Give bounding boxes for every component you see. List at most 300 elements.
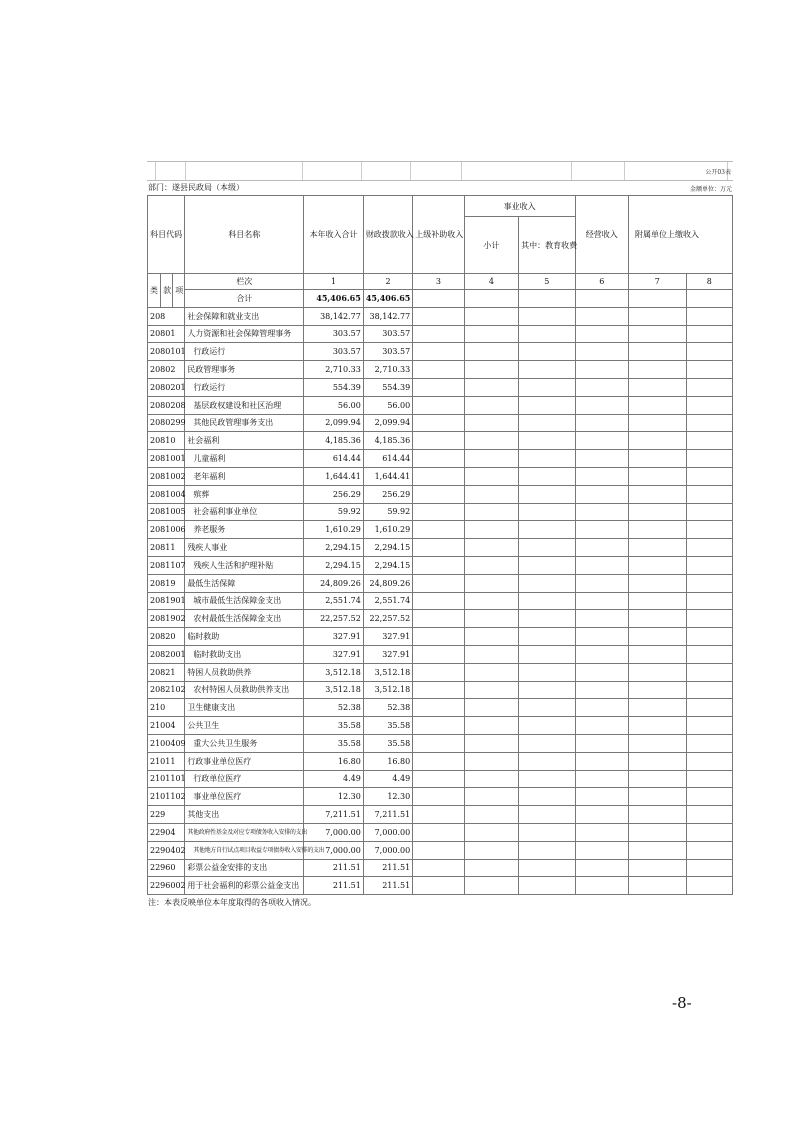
- row-name: 临时救助支出: [185, 645, 304, 663]
- row-total-income: 7,211.51: [304, 806, 364, 824]
- row-total-income: 327.91: [304, 628, 364, 646]
- row-empty-cell: [413, 467, 464, 485]
- row-empty-cell: [413, 396, 464, 414]
- table-row: [148, 610, 733, 628]
- row-empty-cell: [413, 734, 464, 752]
- row-name: 行政事业单位医疗: [185, 752, 304, 770]
- row-empty-cell: [575, 859, 628, 877]
- row-empty-cell: [629, 396, 686, 414]
- row-empty-cell: [629, 539, 686, 557]
- row-code: 229: [148, 806, 185, 824]
- row-code: 20819: [148, 574, 185, 592]
- row-total-income: 2,099.94: [304, 414, 364, 432]
- row-empty-cell: [464, 699, 518, 717]
- row-empty-cell: [464, 859, 518, 877]
- col-num-7: 7: [629, 274, 686, 290]
- row-empty-cell: [629, 610, 686, 628]
- row-fiscal-income: 35.58: [363, 734, 412, 752]
- row-empty-cell: [629, 734, 686, 752]
- order-label: 栏次: [185, 274, 304, 290]
- table-row: [148, 752, 733, 770]
- row-total-income: 4.49: [304, 770, 364, 788]
- row-empty-cell: [413, 432, 464, 450]
- row-code: 2082001: [148, 645, 185, 663]
- unit-label: 金额单位：万元: [689, 186, 732, 193]
- row-empty-cell: [519, 806, 575, 824]
- row-empty-cell: [575, 307, 628, 325]
- total-row: [148, 290, 733, 308]
- row-code: 21011: [148, 752, 185, 770]
- row-empty-cell: [629, 343, 686, 361]
- row-code: 20802: [148, 361, 185, 379]
- row-empty-cell: [686, 307, 732, 325]
- col-num-2: 2: [363, 274, 412, 290]
- row-empty-cell: [413, 485, 464, 503]
- row-empty-cell: [464, 841, 518, 859]
- row-code: 20820: [148, 628, 185, 646]
- row-code: 2101101: [148, 770, 185, 788]
- row-empty-cell: [686, 823, 732, 841]
- row-empty-cell: [519, 841, 575, 859]
- income-table: [147, 195, 733, 895]
- row-code: 21004: [148, 717, 185, 735]
- row-total-income: 35.58: [304, 717, 364, 735]
- row-empty-cell: [629, 521, 686, 539]
- row-fiscal-income: 12.30: [363, 788, 412, 806]
- edu-fee-header: 其中：教育收费: [519, 217, 575, 274]
- table-row: [148, 361, 733, 379]
- table-row: [148, 592, 733, 610]
- row-name: 老年福利: [185, 467, 304, 485]
- row-empty-cell: [575, 823, 628, 841]
- row-empty-cell: [629, 823, 686, 841]
- row-code: 2080101: [148, 343, 185, 361]
- total-income-header: 本年收入合计: [304, 196, 364, 274]
- row-fiscal-income: 211.51: [363, 877, 412, 895]
- row-empty-cell: [519, 467, 575, 485]
- xiang-header: 项: [173, 274, 185, 308]
- row-total-income: 327.91: [304, 645, 364, 663]
- row-empty-cell: [575, 610, 628, 628]
- row-total-income: 16.80: [304, 752, 364, 770]
- row-empty-cell: [464, 432, 518, 450]
- row-fiscal-income: 1,610.29: [363, 521, 412, 539]
- row-total-income: 38,142.77: [304, 307, 364, 325]
- row-code: 210: [148, 699, 185, 717]
- total-fiscal-value: 45,406.65: [363, 290, 412, 308]
- row-total-income: 56.00: [304, 396, 364, 414]
- row-empty-cell: [686, 806, 732, 824]
- row-empty-cell: [413, 841, 464, 859]
- row-empty-cell: [464, 610, 518, 628]
- row-name: 重大公共卫生服务: [185, 734, 304, 752]
- row-empty-cell: [575, 770, 628, 788]
- row-empty-cell: [686, 450, 732, 468]
- row-code: 2081004: [148, 485, 185, 503]
- row-empty-cell: [629, 361, 686, 379]
- row-empty-cell: [519, 770, 575, 788]
- table-row: [148, 467, 733, 485]
- row-name: 行政单位医疗: [185, 770, 304, 788]
- row-empty-cell: [575, 556, 628, 574]
- row-empty-cell: [413, 521, 464, 539]
- row-empty-cell: [519, 592, 575, 610]
- row-fiscal-income: 2,294.15: [363, 556, 412, 574]
- row-name: 行政运行: [185, 378, 304, 396]
- col-num-3: 3: [413, 274, 464, 290]
- department-line: [147, 180, 733, 194]
- row-empty-cell: [629, 414, 686, 432]
- row-empty-cell: [575, 877, 628, 895]
- row-empty-cell: [686, 343, 732, 361]
- row-fiscal-income: 2,294.15: [363, 539, 412, 557]
- row-empty-cell: [519, 396, 575, 414]
- row-empty-cell: [575, 396, 628, 414]
- row-total-income: 7,000.00: [304, 841, 364, 859]
- row-empty-cell: [575, 663, 628, 681]
- col-num-1: 1: [304, 274, 364, 290]
- row-empty-cell: [629, 699, 686, 717]
- row-empty-cell: [519, 681, 575, 699]
- row-empty-cell: [464, 806, 518, 824]
- table-row: [148, 681, 733, 699]
- table-row: [148, 450, 733, 468]
- row-empty-cell: [519, 361, 575, 379]
- row-empty-cell: [519, 450, 575, 468]
- row-code: 2081005: [148, 503, 185, 521]
- row-fiscal-income: 3,512.18: [363, 663, 412, 681]
- row-empty-cell: [464, 396, 518, 414]
- row-empty-cell: [464, 378, 518, 396]
- row-total-income: 3,512.18: [304, 681, 364, 699]
- row-empty-cell: [519, 752, 575, 770]
- upper-subsidy-header: 上级补助收入: [413, 196, 464, 274]
- row-empty-cell: [413, 663, 464, 681]
- row-empty-cell: [413, 752, 464, 770]
- table-row: [148, 503, 733, 521]
- table-row: [148, 823, 733, 841]
- row-name: 人力资源和社会保障管理事务: [185, 325, 304, 343]
- row-total-income: 2,294.15: [304, 556, 364, 574]
- row-code: 2296002: [148, 877, 185, 895]
- row-empty-cell: [575, 645, 628, 663]
- row-empty-cell: [519, 628, 575, 646]
- table-row: [148, 806, 733, 824]
- row-empty-cell: [575, 752, 628, 770]
- row-empty-cell: [575, 503, 628, 521]
- row-total-income: 35.58: [304, 734, 364, 752]
- row-name: 其他地方自行试点项目收益专项债券收入安排的支出: [185, 841, 304, 859]
- row-name: 其他民政管理事务支出: [185, 414, 304, 432]
- row-empty-cell: [686, 770, 732, 788]
- row-fiscal-income: 24,809.26: [363, 574, 412, 592]
- table-row: [148, 645, 733, 663]
- row-empty-cell: [686, 859, 732, 877]
- row-empty-cell: [413, 645, 464, 663]
- row-empty-cell: [413, 592, 464, 610]
- row-name: 残疾人生活和护理补贴: [185, 556, 304, 574]
- row-empty-cell: [413, 539, 464, 557]
- table-row: [148, 521, 733, 539]
- row-empty-cell: [464, 556, 518, 574]
- row-name: 事业单位医疗: [185, 788, 304, 806]
- row-fiscal-income: 56.00: [363, 396, 412, 414]
- department-label: 部门：遂县民政局（本级）: [148, 183, 244, 192]
- row-empty-cell: [464, 717, 518, 735]
- row-total-income: 614.44: [304, 450, 364, 468]
- row-empty-cell: [413, 414, 464, 432]
- row-empty-cell: [519, 717, 575, 735]
- total-income-value: 45,406.65: [304, 290, 364, 308]
- row-empty-cell: [464, 539, 518, 557]
- row-empty-cell: [686, 681, 732, 699]
- row-empty-cell: [686, 378, 732, 396]
- row-empty-cell: [464, 663, 518, 681]
- page-number: -8-: [672, 994, 692, 1012]
- row-name: 卫生健康支出: [185, 699, 304, 717]
- row-fiscal-income: 52.38: [363, 699, 412, 717]
- row-empty-cell: [519, 414, 575, 432]
- row-empty-cell: [686, 521, 732, 539]
- table-row: [148, 663, 733, 681]
- row-empty-cell: [413, 378, 464, 396]
- row-empty-cell: [464, 628, 518, 646]
- row-empty-cell: [686, 432, 732, 450]
- row-fiscal-income: 7,000.00: [363, 823, 412, 841]
- row-empty-cell: [629, 752, 686, 770]
- table-row: [148, 556, 733, 574]
- row-total-income: 1,610.29: [304, 521, 364, 539]
- row-empty-cell: [575, 734, 628, 752]
- row-empty-cell: [413, 325, 464, 343]
- col-num-8: 8: [686, 274, 732, 290]
- row-empty-cell: [519, 859, 575, 877]
- row-name: 农村最低生活保障金支出: [185, 610, 304, 628]
- row-empty-cell: [519, 663, 575, 681]
- row-code: 2080208: [148, 396, 185, 414]
- row-name: 彩票公益金安排的支出: [185, 859, 304, 877]
- row-empty-cell: [575, 361, 628, 379]
- row-empty-cell: [519, 325, 575, 343]
- fiscal-header: 财政拨款收入: [363, 196, 412, 274]
- row-name: 养老服务: [185, 521, 304, 539]
- operating-header: 经营收入: [575, 196, 628, 274]
- row-empty-cell: [575, 343, 628, 361]
- row-empty-cell: [519, 645, 575, 663]
- table-row: [148, 699, 733, 717]
- row-total-income: 59.92: [304, 503, 364, 521]
- row-empty-cell: [413, 681, 464, 699]
- row-empty-cell: [686, 610, 732, 628]
- row-empty-cell: [629, 574, 686, 592]
- row-empty-cell: [629, 592, 686, 610]
- row-empty-cell: [413, 503, 464, 521]
- table-row: [148, 628, 733, 646]
- row-empty-cell: [686, 699, 732, 717]
- row-fiscal-income: 303.57: [363, 343, 412, 361]
- business-income-header: 事业收入: [464, 196, 575, 217]
- row-empty-cell: [413, 788, 464, 806]
- row-fiscal-income: 256.29: [363, 485, 412, 503]
- table-row: [148, 343, 733, 361]
- row-fiscal-income: 4,185.36: [363, 432, 412, 450]
- row-total-income: 303.57: [304, 325, 364, 343]
- row-name: 用于社会福利的彩票公益金支出: [185, 877, 304, 895]
- row-empty-cell: [464, 823, 518, 841]
- row-empty-cell: [575, 485, 628, 503]
- row-empty-cell: [464, 574, 518, 592]
- affiliated-header: 附属单位上缴收入: [629, 196, 733, 274]
- row-empty-cell: [686, 414, 732, 432]
- col-num-4: 4: [464, 274, 518, 290]
- row-empty-cell: [686, 663, 732, 681]
- row-empty-cell: [519, 343, 575, 361]
- row-empty-cell: [629, 717, 686, 735]
- row-empty-cell: [519, 378, 575, 396]
- row-code: 2080201: [148, 378, 185, 396]
- row-empty-cell: [629, 681, 686, 699]
- row-empty-cell: [519, 823, 575, 841]
- row-total-income: 303.57: [304, 343, 364, 361]
- row-empty-cell: [629, 841, 686, 859]
- row-empty-cell: [686, 467, 732, 485]
- row-total-income: 22,257.52: [304, 610, 364, 628]
- table-row: [148, 325, 733, 343]
- row-empty-cell: [629, 859, 686, 877]
- row-empty-cell: [413, 556, 464, 574]
- row-total-income: 7,000.00: [304, 823, 364, 841]
- row-name: 社会福利: [185, 432, 304, 450]
- row-fiscal-income: 59.92: [363, 503, 412, 521]
- row-name: 行政运行: [185, 343, 304, 361]
- row-total-income: 52.38: [304, 699, 364, 717]
- row-empty-cell: [686, 752, 732, 770]
- row-empty-cell: [686, 841, 732, 859]
- row-code: 2081001: [148, 450, 185, 468]
- row-empty-cell: [575, 717, 628, 735]
- row-empty-cell: [519, 307, 575, 325]
- row-code: 20821: [148, 663, 185, 681]
- row-empty-cell: [629, 770, 686, 788]
- row-empty-cell: [686, 592, 732, 610]
- table-row: [148, 877, 733, 895]
- table-row: [148, 485, 733, 503]
- row-empty-cell: [464, 467, 518, 485]
- row-empty-cell: [464, 734, 518, 752]
- row-empty-cell: [519, 485, 575, 503]
- row-total-income: 24,809.26: [304, 574, 364, 592]
- row-empty-cell: [464, 788, 518, 806]
- row-fiscal-income: 35.58: [363, 717, 412, 735]
- row-empty-cell: [413, 610, 464, 628]
- row-name: 儿童福利: [185, 450, 304, 468]
- row-fiscal-income: 2,551.74: [363, 592, 412, 610]
- table-row: [148, 717, 733, 735]
- row-empty-cell: [575, 378, 628, 396]
- row-total-income: 2,294.15: [304, 539, 364, 557]
- row-code: 2081107: [148, 556, 185, 574]
- total-label: 合计: [185, 290, 304, 308]
- row-empty-cell: [575, 414, 628, 432]
- row-fiscal-income: 4.49: [363, 770, 412, 788]
- row-fiscal-income: 327.91: [363, 645, 412, 663]
- row-empty-cell: [629, 806, 686, 824]
- row-name: 公共卫生: [185, 717, 304, 735]
- row-empty-cell: [519, 503, 575, 521]
- row-code: 2082102: [148, 681, 185, 699]
- row-empty-cell: [464, 361, 518, 379]
- row-empty-cell: [575, 806, 628, 824]
- row-empty-cell: [629, 877, 686, 895]
- row-empty-cell: [575, 681, 628, 699]
- row-empty-cell: [519, 734, 575, 752]
- row-code: 208: [148, 307, 185, 325]
- row-empty-cell: [519, 539, 575, 557]
- row-name: 社会保障和就业支出: [185, 307, 304, 325]
- row-empty-cell: [575, 841, 628, 859]
- row-fiscal-income: 211.51: [363, 859, 412, 877]
- row-total-income: 1,644.41: [304, 467, 364, 485]
- row-empty-cell: [464, 503, 518, 521]
- row-empty-cell: [413, 770, 464, 788]
- row-fiscal-income: 327.91: [363, 628, 412, 646]
- row-name: 特困人员救助供养: [185, 663, 304, 681]
- row-total-income: 3,512.18: [304, 663, 364, 681]
- row-empty-cell: [575, 574, 628, 592]
- row-empty-cell: [519, 432, 575, 450]
- row-code: 22904: [148, 823, 185, 841]
- subtotal-header: 小计: [464, 217, 518, 274]
- row-name: 其他支出: [185, 806, 304, 824]
- row-total-income: 211.51: [304, 859, 364, 877]
- row-empty-cell: [629, 556, 686, 574]
- table-note: 注：本表反映单位本年度取得的各项收入情况。: [148, 898, 316, 907]
- row-empty-cell: [686, 628, 732, 646]
- header-row-1: [148, 196, 733, 217]
- row-empty-cell: [575, 628, 628, 646]
- table-row: [148, 432, 733, 450]
- row-empty-cell: [575, 450, 628, 468]
- row-fiscal-income: 614.44: [363, 450, 412, 468]
- row-empty-cell: [686, 877, 732, 895]
- row-name: 残疾人事业: [185, 539, 304, 557]
- row-code: 2081006: [148, 521, 185, 539]
- row-empty-cell: [686, 539, 732, 557]
- row-empty-cell: [686, 503, 732, 521]
- row-fiscal-income: 16.80: [363, 752, 412, 770]
- row-empty-cell: [686, 574, 732, 592]
- row-code: 2081901: [148, 592, 185, 610]
- row-empty-cell: [629, 503, 686, 521]
- row-empty-cell: [413, 307, 464, 325]
- row-empty-cell: [413, 806, 464, 824]
- row-empty-cell: [575, 592, 628, 610]
- row-code: 2290402: [148, 841, 185, 859]
- row-empty-cell: [413, 717, 464, 735]
- col-num-5: 5: [519, 274, 575, 290]
- row-fiscal-income: 2,099.94: [363, 414, 412, 432]
- row-name: 城市最低生活保障金支出: [185, 592, 304, 610]
- column-number-row: [148, 274, 733, 290]
- row-empty-cell: [464, 877, 518, 895]
- row-empty-cell: [686, 325, 732, 343]
- row-empty-cell: [413, 450, 464, 468]
- row-fiscal-income: 3,512.18: [363, 681, 412, 699]
- lei-header: 类: [148, 274, 161, 308]
- code-header: 科目代码: [148, 196, 185, 274]
- row-empty-cell: [629, 432, 686, 450]
- row-empty-cell: [464, 645, 518, 663]
